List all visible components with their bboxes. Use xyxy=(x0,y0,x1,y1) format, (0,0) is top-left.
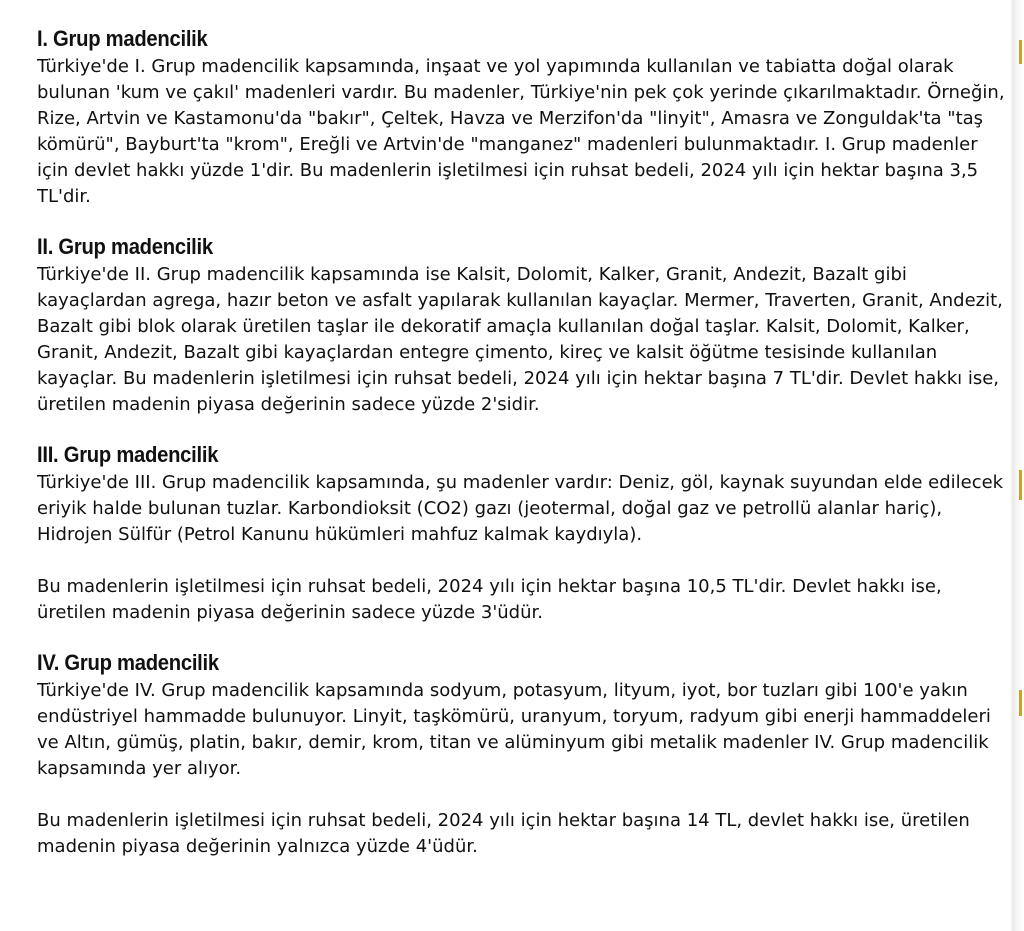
section-paragraph: Türkiye'de I. Grup madencilik kapsamında, inşaat ve yol yapımında kullanılan ve tabiatta doğal olarak bulunan 'kum ve çakıl' madenleri vardır. Bu madenler, Türkiye'nin pek çok yerinde çıkarılmaktadır. Örneğin, Rize, Artvin ve Kastamonu'da "bakır", Çeltek, Havza ve Merzifon'da "linyit", Amasra ve Zonguldak'ta "taş kömürü", Bayburt'ta "krom", Ereğli ve Artvin'de "manganez" madenleri bulunmaktadır. I. Grup madenler için devlet hakkı yüzde 1'dir. Bu madenlerin işletilmesi için ruhsat bedeli, 2024 yılı için hektar başına 3,5 TL'dir. xyxy=(37,56,1005,207)
section-paragraph: Türkiye'de IV. Grup madencilik kapsamında sodyum, potasyum, lityum, iyot, bor tuzları gibi 100'e yakın endüstriyel hammadde bulunuyor. Linyit, taşkömürü, uranyum, toryum, radyum gibi enerji hammaddeleri ve Altın, gümüş, platin, bakır, demir, krom, titan ve alüminyum gibi metalik madenler IV. Grup madencilik kapsamında yer alıyor. xyxy=(37,680,991,779)
section-group-4 xyxy=(37,650,1012,860)
section-group-1 xyxy=(37,26,1012,210)
section-title: I. Grup madencilik xyxy=(37,26,208,51)
edge-accent-mark xyxy=(1019,40,1022,64)
section-title: III. Grup madencilik xyxy=(37,442,219,467)
right-edge-border xyxy=(1010,0,1024,931)
section-title: II. Grup madencilik xyxy=(37,234,213,259)
edge-accent-mark xyxy=(1019,470,1022,500)
section-title: IV. Grup madencilik xyxy=(37,650,219,675)
section-paragraph: Türkiye'de III. Grup madencilik kapsamında, şu madenler vardır: Deniz, göl, kaynak suyundan elde edilecek eriyik halde bulunan tuzlar. Karbondioksit (CO2) gazı (jeotermal, doğal gaz ve petrollü alanlar hariç), Hidrojen Sülfür (Petrol Kanunu hükümleri mahfuz kalmak kaydıyla). xyxy=(37,472,1004,545)
article-body xyxy=(37,26,1012,884)
edge-accent-mark xyxy=(1019,690,1022,716)
section-group-2 xyxy=(37,234,1012,418)
section-paragraph: Türkiye'de II. Grup madencilik kapsamında ise Kalsit, Dolomit, Kalker, Granit, Andezit, Bazalt gibi kayaçlardan agrega, hazır beton ve asfalt yapılarak kullanılan kayaçlar. Mermer, Traverten, Granit, Andezit, Bazalt gibi blok olarak üretilen taşlar ile dekoratif amaçla kullanılan doğal taşlar. Kalsit, Dolomit, Kalker, Granit, Andezit, Bazalt gibi kayaçlardan entegre çimento, kireç ve kalsit öğütme tesisinde kullanılan kayaçlar. Bu madenlerin işletilmesi için ruhsat bedeli, 2024 yılı için hektar başına 7 TL'dir. Devlet hakkı ise, üretilen madenin piyasa değerinin sadece yüzde 2'sidir. xyxy=(37,264,1003,415)
section-group-3 xyxy=(37,442,1012,626)
section-paragraph: Bu madenlerin işletilmesi için ruhsat bedeli, 2024 yılı için hektar başına 10,5 TL'dir. Devlet hakkı ise, üretilen madenin piyasa değerinin sadece yüzde 3'üdür. xyxy=(37,576,942,623)
section-paragraph: Bu madenlerin işletilmesi için ruhsat bedeli, 2024 yılı için hektar başına 14 TL, devlet hakkı ise, üretilen madenin piyasa değerinin yalnızca yüzde 4'üdür. xyxy=(37,810,970,857)
